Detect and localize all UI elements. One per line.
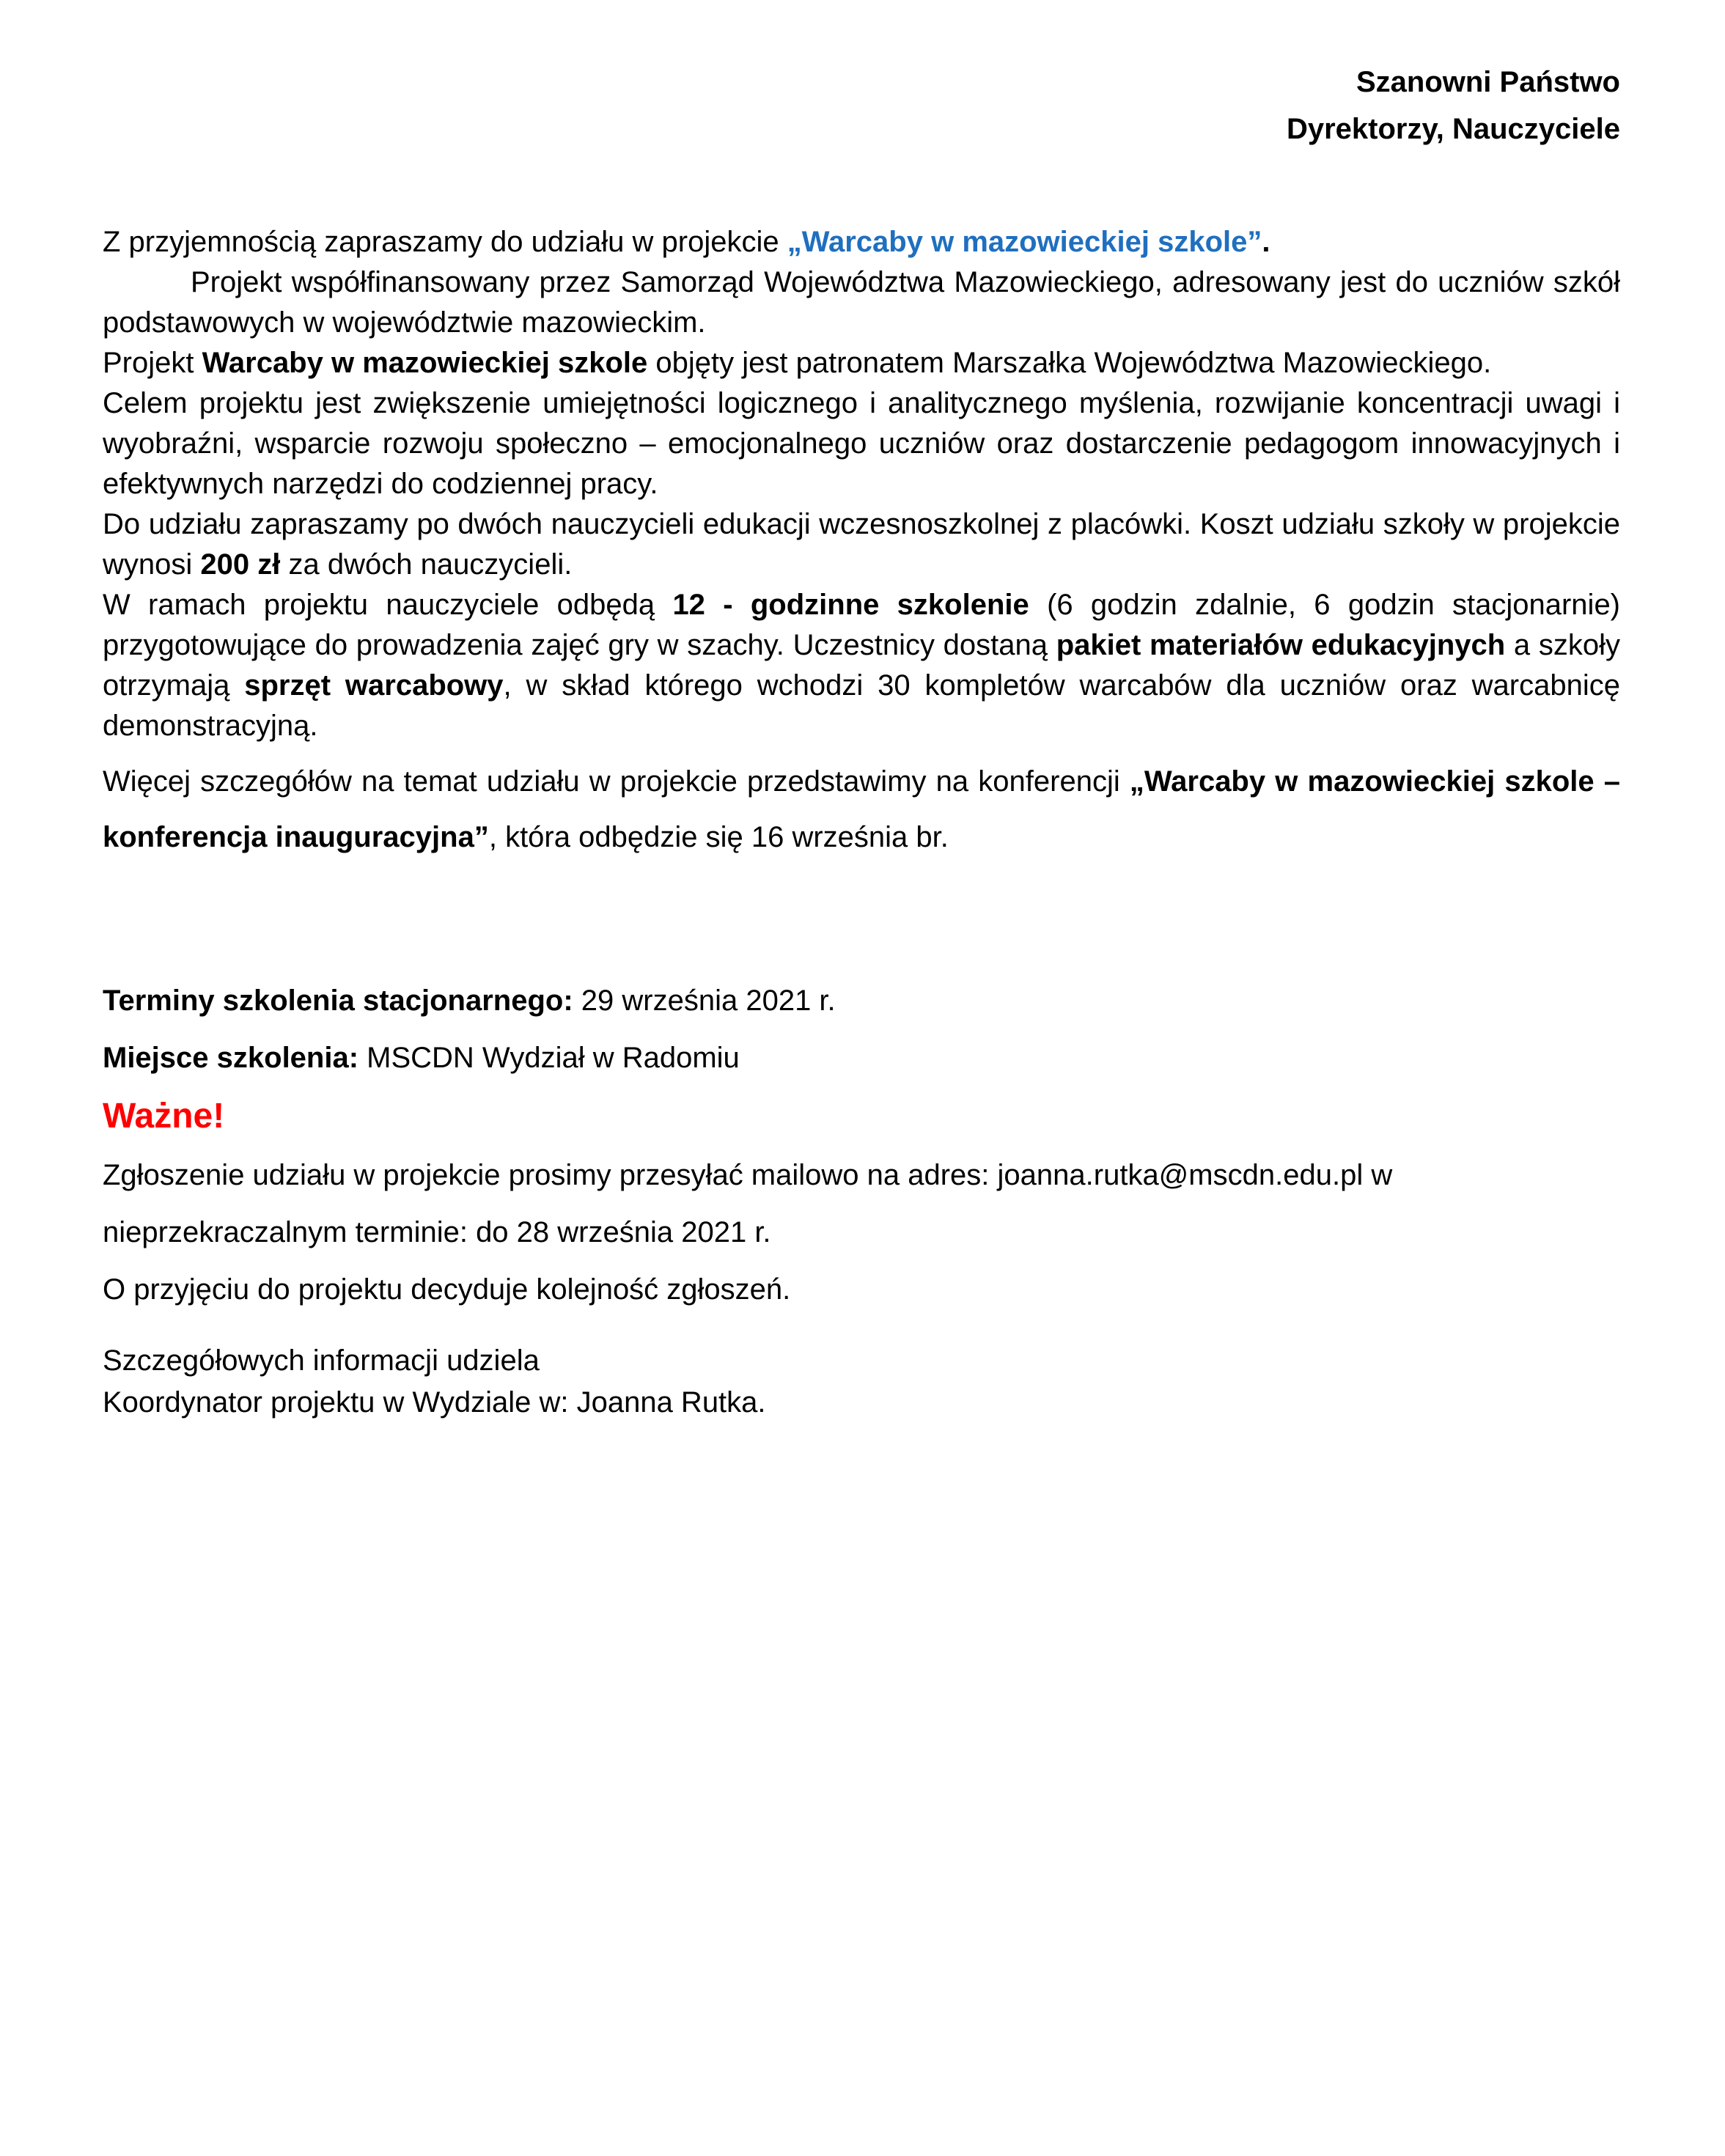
training-dates bbox=[103, 972, 1642, 1029]
conference-text-1: Więcej szczegółów na temat udziału w projekcie przedstawimy na konferencji bbox=[103, 765, 1130, 798]
training-place-label: Miejsce szkolenia: bbox=[103, 1042, 359, 1074]
important-line-1: Zgłoszenie udziału w projekcie prosimy przesyłać mailowo na adres: joanna.rutka@mscdn.edu.pl w bbox=[103, 1159, 1393, 1191]
patronage-text-2: objęty jest patronatem Marszałka Województwa Mazowieckiego. bbox=[647, 347, 1492, 379]
training-text-4: , w skład którego wchodzi 30 kompletów warcabów dla uczniów oraz warcabnicę demonstracyjną. bbox=[103, 669, 1620, 742]
training-place-value: MSCDN Wydział w Radomiu bbox=[358, 1042, 740, 1074]
training-dates-label: Terminy szkolenia stacjonarnego: bbox=[103, 985, 573, 1017]
paragraph-funding: Projekt współfinansowany przez Samorząd Województwa Mazowieckiego, adresowany jest do uczniów szkół podstawowych w województwie mazowieckim. bbox=[103, 266, 1620, 339]
addressee-line-1: Szanowni Państwo bbox=[1356, 66, 1620, 98]
training-place bbox=[103, 1029, 1642, 1086]
letter-body bbox=[103, 222, 1620, 865]
cost-text-1: Do udziału zapraszamy po dwóch nauczycieli edukacji wczesnoszkolnej z placówki. Koszt udziału szkoły w projekcie wynosi bbox=[103, 508, 1620, 581]
footer-line-1: Szczegółowych informacji udziela bbox=[103, 1344, 540, 1377]
paragraph-invitation bbox=[103, 222, 1620, 262]
training-materials: pakiet materiałów edukacyjnych bbox=[1056, 629, 1506, 661]
project-title: „Warcaby w mazowieckiej szkole” bbox=[787, 226, 1262, 258]
signature-block bbox=[103, 1340, 766, 1424]
training-hours: 12 - godzinne szkolenie bbox=[672, 589, 1029, 621]
paragraph-training bbox=[103, 585, 1620, 746]
training-details bbox=[103, 972, 1642, 1318]
important-line-3: O przyjęciu do projektu decyduje kolejność zgłoszeń. bbox=[103, 1273, 791, 1306]
training-equipment: sprzęt warcabowy bbox=[244, 669, 504, 702]
invitation-text: Z przyjemnością zapraszamy do udziału w projekcie bbox=[103, 226, 787, 258]
patronage-text-1: Projekt bbox=[103, 347, 202, 379]
conference-name: „Warcaby w mazowieckiej szkole – konferencja inauguracyjna” bbox=[103, 765, 1620, 853]
paragraph-conference bbox=[103, 754, 1620, 865]
conference-text-2: , która odbędzie się 16 września br. bbox=[488, 821, 949, 853]
patronage-project-name: Warcaby w mazowieckiej szkole bbox=[202, 347, 648, 379]
invitation-period: . bbox=[1262, 226, 1270, 258]
footer-line-2: Koordynator projektu w Wydziale w: Joanna Rutka. bbox=[103, 1386, 766, 1419]
cost-text-2: za dwóch nauczycieli. bbox=[280, 548, 573, 581]
training-text-1: W ramach projektu nauczyciele odbędą bbox=[103, 589, 673, 621]
paragraph-goals: Celem projektu jest zwiększenie umiejętności logicznego i analitycznego myślenia, rozwijanie koncentracji uwagi i wyobraźni, wsparcie rozwoju społeczno – emocjonalnego uczniów oraz dostarczenie pedagogom innowacyjnych i efektywnych narzędzi do codziennej pracy. bbox=[103, 387, 1620, 500]
addressee bbox=[1287, 59, 1620, 152]
training-text-2: (6 godzin zdalnie, 6 godzin stacjonarnie) przygotowujące do prowadzenia zajęć gry w szachy. Uczestnicy dostaną bbox=[103, 589, 1621, 661]
training-dates-value: 29 września 2021 r. bbox=[573, 985, 836, 1017]
training-text-3: a szkoły otrzymają bbox=[103, 629, 1620, 702]
important-heading: Ważne! bbox=[103, 1097, 225, 1136]
addressee-line-2: Dyrektorzy, Nauczyciele bbox=[1286, 113, 1620, 145]
cost-amount: 200 zł bbox=[200, 548, 281, 581]
paragraph-patronage bbox=[103, 343, 1620, 383]
paragraph-cost bbox=[103, 504, 1620, 585]
important-line-2: nieprzekraczalnym terminie: do 28 września 2021 r. bbox=[103, 1216, 771, 1248]
